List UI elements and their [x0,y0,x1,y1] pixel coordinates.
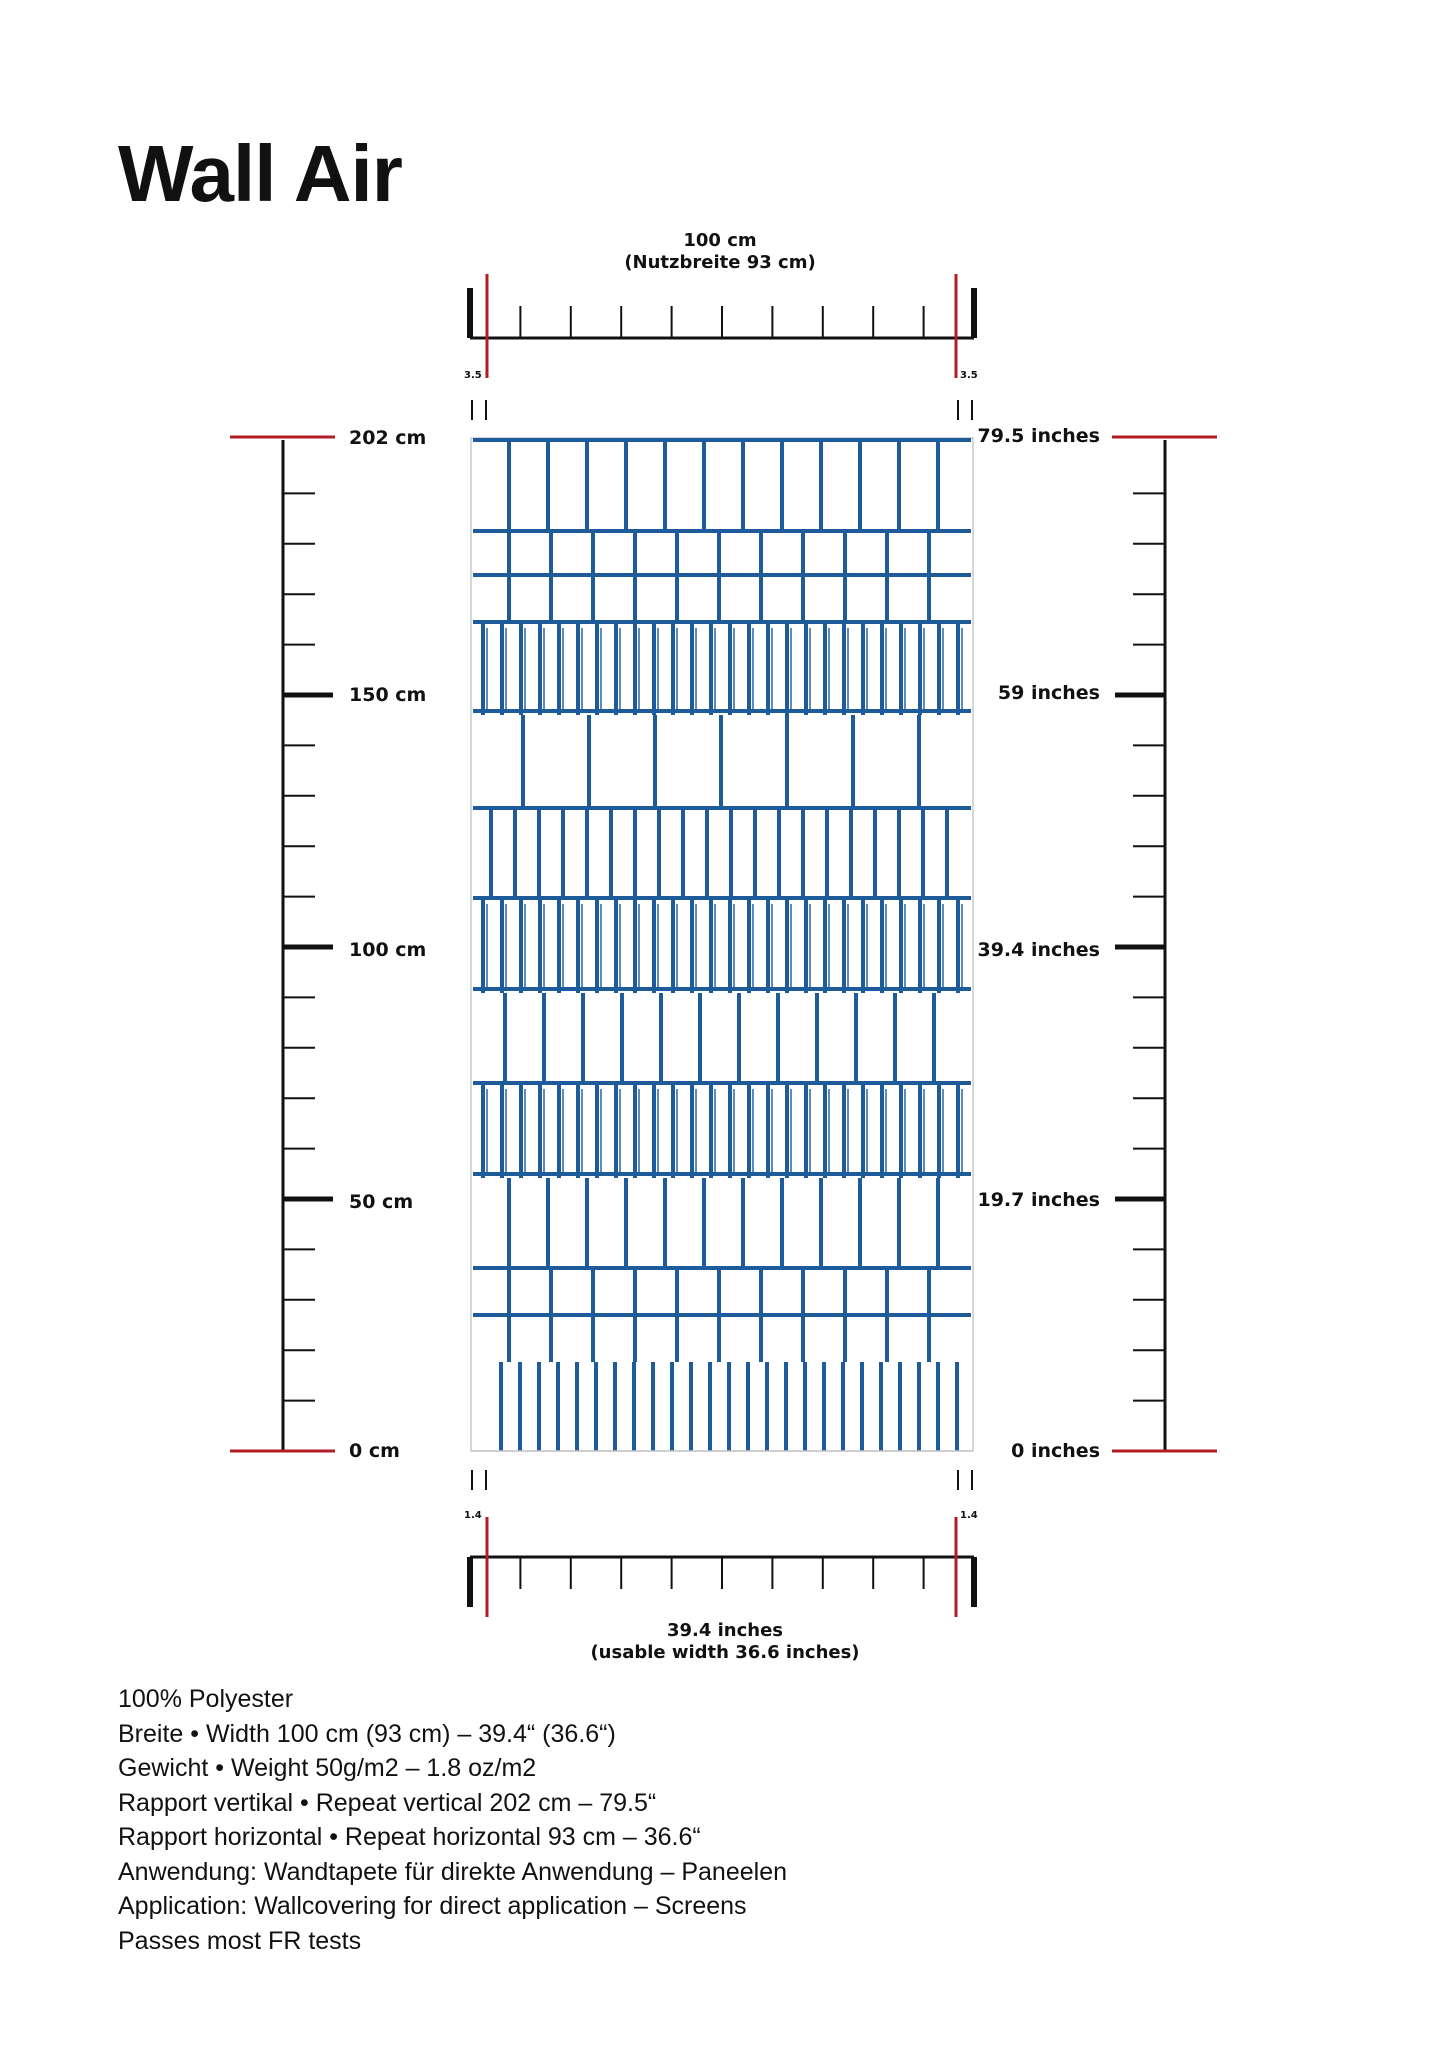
right-scale-label-19-7: 19.7 inches [977,1189,1100,1211]
spec-width: Breite • Width 100 cm (93 cm) – 39.4“ (36.6“) [118,1719,616,1748]
spec-material: 100% Polyester [118,1685,294,1713]
right-scale-label-79-5: 79.5 inches [977,425,1100,447]
page-title: Wall Air [118,129,402,218]
bottom-margin-right-label: 1.4 [960,1510,978,1521]
right-scale-label-39-4: 39.4 inches [977,939,1100,961]
bottom-ruler-ticks [520,1557,923,1589]
left-scale-label-150: 150 cm [349,684,427,706]
top-margin-left-label: 3.5 [464,370,482,381]
spec-repeat-vertical: Rapport vertikal • Repeat vertical 202 cm – 79.5“ [118,1788,657,1817]
spec-repeat-horizontal: Rapport horizontal • Repeat horizontal 93 cm – 36.6“ [118,1823,701,1851]
left-scale-label-0: 0 cm [349,1440,400,1462]
left-scale-label-100: 100 cm [349,939,427,961]
left-scale-label-202: 202 cm [349,427,427,449]
specifications-list [118,1682,787,1958]
bottom-width-caption [540,1620,910,1664]
spec-application-de: Anwendung: Wandtapete für direkte Anwendung – Paneelen [118,1857,788,1886]
top-width-label: 100 cm [683,230,757,251]
right-scale-label-59: 59 inches [997,682,1100,704]
bottom-usable-width-label: (usable width 36.6 inches) [590,1642,860,1663]
right-scale-label-0: 0 inches [1011,1440,1100,1462]
spec-application-en: Application: Wallcovering for direct application – Screens [118,1892,747,1920]
top-usable-width-label: (Nutzbreite 93 cm) [624,252,816,273]
spec-fire-rating: Passes most FR tests [118,1926,362,1955]
bottom-margin-left-label: 1.4 [464,1510,482,1521]
spec-weight: Gewicht • Weight 50g/m2 – 1.8 oz/m2 [118,1754,537,1782]
top-margin-right-label: 3.5 [960,370,978,381]
left-scale-label-50: 50 cm [349,1191,414,1213]
bottom-width-label: 39.4 inches [666,1620,784,1641]
